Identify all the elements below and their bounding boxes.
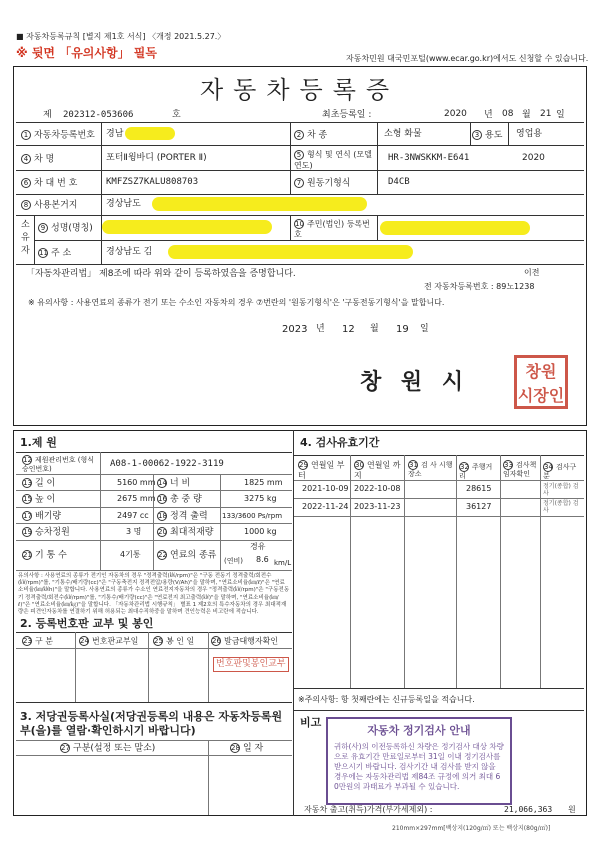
field-9-label: 9 성명(명칭) xyxy=(38,223,93,234)
owner-address: 경상남도 김 xyxy=(106,247,153,257)
base-location: 경상남도 xyxy=(106,199,141,209)
grid-line xyxy=(16,474,292,475)
usage: 영업용 xyxy=(516,129,543,139)
spec-17-label: 17 배기량 xyxy=(23,511,62,522)
grid-line xyxy=(508,122,509,145)
number-label: 제 xyxy=(43,110,52,120)
field-6-label: 6 차 대 번 호 xyxy=(21,178,77,189)
field-7-label: 7 원동기형식 xyxy=(294,178,350,189)
grid-line xyxy=(100,452,101,570)
grid-line xyxy=(540,455,541,688)
spec-16-label: 16 총 중 량 xyxy=(158,494,202,505)
certify-statement: 「자동차관리법」 제8조에 따라 위와 같이 등록하였음을 증명합니다. xyxy=(26,269,296,279)
redaction-mask xyxy=(102,220,272,234)
inspect-from: 2021-10-09 xyxy=(302,484,349,493)
height: 2675 mm xyxy=(117,494,156,503)
grid-line xyxy=(16,648,292,649)
inspect-km: 36127 xyxy=(466,502,492,511)
fuel-type: 경유 xyxy=(250,542,266,551)
inspect-to: 2023-11-23 xyxy=(354,502,401,511)
grid-line xyxy=(290,122,291,194)
inspect-kind: 정기(종합) 검사 xyxy=(543,500,579,514)
grid-line xyxy=(377,122,378,194)
inspect-col-33: 33 검사책임자확인 xyxy=(503,461,537,478)
grid-line xyxy=(500,455,501,688)
page-title: 자동차등록증 xyxy=(200,76,400,104)
grid-line xyxy=(75,632,76,702)
grid-line xyxy=(350,455,351,688)
seating-capacity: 3 명 xyxy=(126,527,142,536)
grid-line xyxy=(16,702,292,703)
issue-year: 2023 xyxy=(282,324,308,335)
issue-month: 12 xyxy=(342,324,355,335)
spec-20-label: 20 최대적재량 xyxy=(158,527,214,538)
grid-line xyxy=(16,570,292,571)
inspect-col-29: 29 연월일 부 터 xyxy=(298,460,345,480)
year-unit: 년 xyxy=(316,324,325,334)
plate-col-24: 24 번호판교부일 xyxy=(80,636,139,646)
redaction-mask xyxy=(152,197,367,211)
inspect-kind: 정기(종합) 검사 xyxy=(543,483,579,497)
inspect-heading: 4. 검사유효기간 xyxy=(300,436,380,449)
apply-notice: 자동차민원 대국민포털(www.ecar.go.kr)에서도 신청할 수 있습니다. xyxy=(346,54,589,63)
registration-number: 경남 xyxy=(106,129,124,139)
remarks-label: 비고 xyxy=(300,716,322,729)
vin: KMFZSZ7KALU808703 xyxy=(106,177,199,187)
spec-14-label: 14 너 비 xyxy=(158,478,191,489)
field-2-label: 2 차 종 xyxy=(294,130,327,141)
field-8-label: 8 사용본거지 xyxy=(21,200,77,211)
plate-col-23: 23 구 분 xyxy=(23,636,53,646)
inspect-km: 28615 xyxy=(466,484,492,493)
vehicle-type: 소형 화물 xyxy=(384,129,422,139)
grid-line xyxy=(101,122,102,264)
grid-line xyxy=(404,455,405,688)
length: 5160 mm xyxy=(117,478,156,487)
model-year: 2020 xyxy=(522,153,545,163)
spec-fine-print: 유의사항 : 사용연료의 종류가 전기인 자동차의 경우 "정격출력(㎾/rpm)"은 "구동 전동기 정격출력/회전수(㎾/rpm)"를, "기통수/배기량(cc)"은 "구동축전지 정격전압/용량(V/Ah)"을 말하며, "연료소비율(㎞/ℓ)"은 "연료소비율(㎞/㎾h)"을 말합니다. 사용연료의 종류가 수소인 연료전지자동차의 경우 "정격출력(㎾/rpm)"은 "구동전동기 정격출력/회전수(㎾/rpm)"를, "기통수/배기량(cc)"은 "연료전지 최고출력(㎾)"을 말하며, "연료소비율(㎞/ℓ)"은 "연료소비율(㎞/㎏)"을 말합니다. 「자동차관리법 시행규칙」 별표 1 제2호의 특수자동차의 경우 최대적재량은 피견인자동차를 연결하기 위해 허용되는 최대수직하중을 말하며 견인능력은 비고란에 적습니다. xyxy=(18,573,290,616)
inspect-col-31: 31 검 사 시행장소 xyxy=(408,461,453,478)
inspect-to: 2022-10-08 xyxy=(354,484,401,493)
field-3-label: 3 용도 xyxy=(472,130,502,141)
grid-line xyxy=(220,474,221,570)
plate-col-26: 26 발급대행자확인 xyxy=(212,636,279,646)
year-unit: 년 xyxy=(484,110,493,120)
displacement: 2497 cc xyxy=(117,511,149,520)
price-unit: 원 xyxy=(568,805,576,814)
price-label: 자동차 출고(취득)가격(부가세제외) : xyxy=(304,805,433,814)
first-reg-day: 21 xyxy=(540,109,552,119)
inspect-col-30: 30 연월일 까 지 xyxy=(354,460,401,480)
grid-line xyxy=(208,740,209,815)
redaction-mask xyxy=(125,127,175,140)
prev-label: 이전 xyxy=(524,268,540,277)
price-value: 21,066,363 xyxy=(504,805,553,814)
redaction-mask xyxy=(168,245,413,259)
lien-col-28: 28 일 자 xyxy=(231,743,264,754)
field-10-label: 10 주민(법인) 등록번호 xyxy=(294,219,370,239)
grid-line xyxy=(34,240,584,241)
spec-heading: 1.제 원 xyxy=(20,436,57,449)
spec-15-label: 15 높 이 xyxy=(23,494,56,505)
lien-col-27: 27 구분(설정 또는 말소) xyxy=(61,743,156,754)
month-unit: 월 xyxy=(522,110,531,120)
field-4-label: 4 차 명 xyxy=(21,154,54,165)
field-11-label: 11 주 소 xyxy=(39,248,72,259)
first-reg-month: 08 xyxy=(502,109,514,119)
official-seal: 창원 시장인 xyxy=(514,355,568,409)
lien-heading: 3. 저당권등록사실(저당권등록의 내용은 자동차등록원부(을)를 열람·확인하시기 바랍니다) xyxy=(20,710,283,737)
column-divider xyxy=(293,430,294,816)
grid-line xyxy=(16,264,584,265)
grid-line xyxy=(377,215,378,240)
prev-registration: 전 자동차등록번호 : 89노1238 xyxy=(424,282,535,291)
notice-title: 자동차 정기검사 안내 xyxy=(367,724,471,737)
first-reg-label: 최초등록일 : xyxy=(322,110,372,120)
owner-label: 소유자 xyxy=(21,220,30,256)
rule-caption: ■ 자동차등록규칙 [별지 제1호 서식] 〈개정 2021.5.27.〉 xyxy=(16,32,226,41)
field-5-label: 5 형식 및 연식 (모델연도) xyxy=(294,150,372,170)
certificate-number: 202312-053606 xyxy=(63,110,134,120)
inspect-col-32: 32 주행거리 xyxy=(459,463,493,480)
issuer: 창 원 시 xyxy=(360,370,470,395)
grid-line xyxy=(294,710,584,711)
grid-line xyxy=(208,632,209,702)
spec-21-label: 21 기 통 수 xyxy=(23,550,67,561)
certify-note: ※ 유의사항 : 사용연료의 종류가 전기 또는 수소인 자동차의 경우 ⑦번란의 '원동기형식'은 '구동전동기형식'을 말합니다. xyxy=(28,298,445,307)
spec-13-label: 13 길 이 xyxy=(23,478,56,489)
first-reg-year: 2020 xyxy=(444,109,467,119)
spec-mgmt-number: A08-1-00062-1922-3119 xyxy=(110,459,224,469)
grid-line xyxy=(294,688,584,689)
rated-output: 133/3600 Ps/rpm xyxy=(222,512,283,520)
plate-stamp: 번호판및봉인교부 xyxy=(213,657,289,672)
max-load: 1000 kg xyxy=(244,527,277,536)
efficiency-label: (연비) xyxy=(224,557,243,565)
gross-weight: 3275 kg xyxy=(244,494,277,503)
grid-line xyxy=(16,755,292,756)
grid-line xyxy=(16,490,292,491)
grid-line xyxy=(456,455,457,688)
plate-col-25: 25 봉 인 일 xyxy=(154,636,195,646)
fuel-efficiency: 8.6 xyxy=(256,555,269,564)
grid-line xyxy=(16,523,292,524)
spec-18-label: 18 정격 출력 xyxy=(158,511,208,522)
plate-heading: 2. 등록번호판 교부 및 봉인 xyxy=(20,617,154,630)
redaction-mask xyxy=(380,221,530,235)
inspection-notice-stamp xyxy=(326,717,512,805)
notice-body: 귀하(사)의 이전등록하신 차량은 정기검사 대상 차량으로 유효기간 만료일로부터 31일 이내 정기검사를 받으시기 바랍니다. 검사기간 내 검사를 받지 않을 경우에는 자동차관리법 제84조 규정에 의거 최대 60만원의 과태료가 부과될 수 있습니다. xyxy=(334,742,504,791)
spec-22-label: 22 연료의 종류 xyxy=(158,550,217,561)
grid-line xyxy=(470,122,471,145)
month-unit: 월 xyxy=(370,324,379,334)
grid-line xyxy=(16,740,292,741)
back-notice: ※ 뒷면 「유의사항」 필독 xyxy=(16,46,157,60)
cylinders: 4기통 xyxy=(120,550,141,559)
field-1-label: 1 자동차등록번호 xyxy=(21,130,95,141)
engine-type: D4CB xyxy=(388,177,410,187)
grid-line xyxy=(16,540,292,541)
vehicle-name: 포터Ⅱ윙바디 (PORTER Ⅱ) xyxy=(106,153,207,163)
grid-line xyxy=(16,452,292,453)
grid-line xyxy=(34,215,35,264)
grid-line xyxy=(16,632,292,633)
number-suffix: 호 xyxy=(172,110,181,120)
spec-19-label: 19 승차정원 xyxy=(23,527,70,538)
issue-day: 19 xyxy=(396,324,409,335)
paper-spec: 210mm×297mm[백상지(120g/㎡) 또는 백상지(80g/㎡)] xyxy=(392,825,551,832)
model-type: HR-3NWSKKM-E641 xyxy=(388,153,470,163)
efficiency-unit: km/L xyxy=(274,559,292,567)
inspect-col-34: 34 검사구분 xyxy=(543,463,577,480)
day-unit: 일 xyxy=(556,110,565,120)
width: 1825 mm xyxy=(244,478,283,487)
grid-line xyxy=(153,474,154,570)
grid-line xyxy=(16,507,292,508)
spec-12-label: 12 제원관리번호 (형식승인번호) xyxy=(22,456,95,473)
grid-line xyxy=(290,215,291,240)
grid-line xyxy=(148,632,149,702)
day-unit: 일 xyxy=(420,324,429,334)
inspect-from: 2022-11-24 xyxy=(302,502,349,511)
inspect-note: ※주의사항: 항 첫째란에는 신규등록일을 적습니다. xyxy=(298,695,475,704)
